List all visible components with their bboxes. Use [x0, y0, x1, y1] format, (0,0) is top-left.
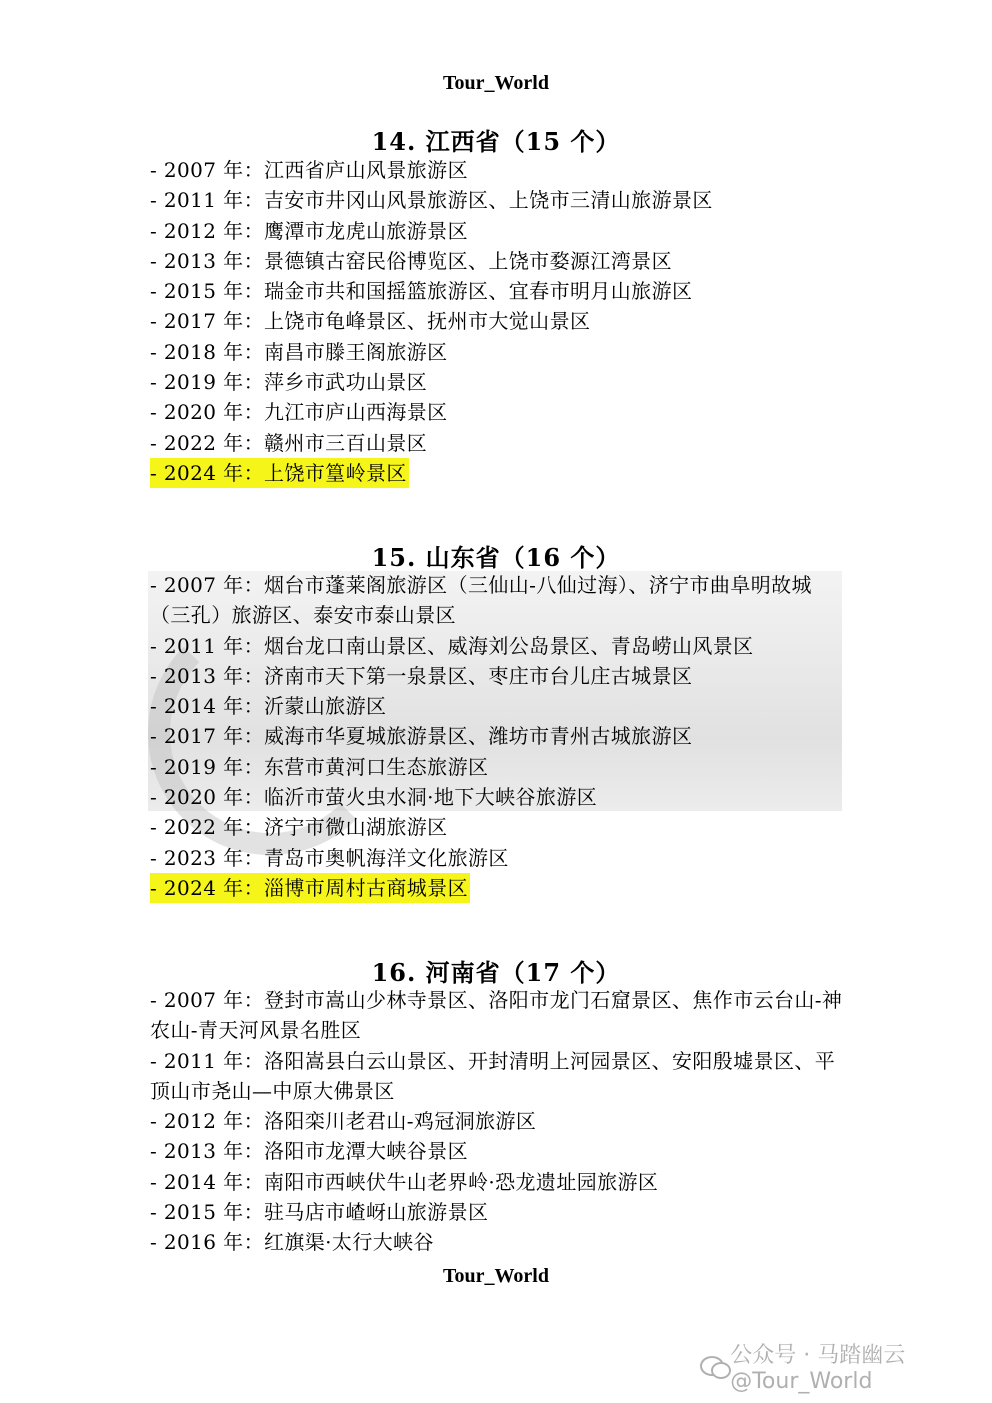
section-title-shandong: 15. 山东省（16 个） — [371, 543, 621, 572]
list-item: - 2013 年：景德镇古窑民俗博览区、上饶市婺源江湾景区 — [150, 248, 672, 273]
highlighted-list-item — [150, 873, 850, 903]
list-item: - 2007 年：烟台市蓬莱阁旅游区（三仙山-八仙过海）、济宁市曲阜明故城（三孔）旅游区、泰安市泰山景区 — [150, 573, 812, 628]
list-item: - 2017 年：威海市华夏城旅游景区、潍坊市青州古城旅游区 — [150, 724, 693, 749]
list-item: - 2014 年：南阳市西峡伏牛山老界岭·恐龙遗址园旅游区 — [150, 1169, 659, 1194]
highlighted-list-item — [150, 458, 850, 488]
list-item: - 2012 年：鹰潭市龙虎山旅游景区 — [150, 218, 468, 243]
list-item: - 2011 年：烟台龙口南山景区、威海刘公岛景区、青岛崂山风景区 — [150, 633, 754, 658]
list-item: - 2011 年：吉安市井冈山风景旅游区、上饶市三清山旅游景区 — [150, 188, 713, 213]
list-item: - 2017 年：上饶市龟峰景区、抚州市大觉山景区 — [150, 309, 591, 334]
highlight-text: - 2024 年：上饶市篁岭景区 — [150, 458, 409, 488]
list-item: - 2007 年：登封市嵩山少林寺景区、洛阳市龙门石窟景区、焦作市云台山-神农山-青天河风景名胜区 — [150, 988, 843, 1043]
list-item: - 2019 年：萍乡市武功山景区 — [150, 370, 428, 395]
section-title-jiangxi: 14. 江西省（15 个） — [371, 127, 621, 156]
list-item: - 2022 年：赣州市三百山景区 — [150, 430, 428, 455]
list-item: - 2020 年：临沂市萤火虫水洞·地下大峡谷旅游区 — [150, 785, 598, 810]
list-item: - 2016 年：红旗渠·太行大峡谷 — [150, 1230, 434, 1255]
jiangxi-list — [150, 155, 850, 488]
list-item: - 2013 年：洛阳市龙潭大峡谷景区 — [150, 1139, 468, 1164]
watermark — [700, 1343, 992, 1394]
watermark-text: 公众号 · 马踏幽云 @Tour_World — [730, 1343, 906, 1394]
list-item: - 2013 年：济南市天下第一泉景区、枣庄市台儿庄古城景区 — [150, 663, 693, 688]
highlight-text: - 2024 年：淄博市周村古商城景区 — [150, 873, 470, 903]
shandong-list — [150, 570, 850, 903]
section-title-henan: 16. 河南省（17 个） — [371, 958, 621, 987]
list-item: - 2015 年：瑞金市共和国摇篮旅游区、宜春市明月山旅游区 — [150, 279, 693, 304]
wechat-icon — [700, 1354, 724, 1378]
henan-list — [150, 985, 850, 1258]
list-item: - 2014 年：沂蒙山旅游区 — [150, 694, 387, 719]
list-item: - 2012 年：洛阳栾川老君山-鸡冠洞旅游区 — [150, 1109, 537, 1134]
list-item: - 2022 年：济宁市微山湖旅游区 — [150, 815, 448, 840]
list-item: - 2011 年：洛阳嵩县白云山景区、开封清明上河园景区、安阳殷墟景区、平顶山市尧山—中原大佛景区 — [150, 1048, 836, 1103]
page-footer: Tour_World — [443, 1265, 549, 1287]
list-item: - 2019 年：东营市黄河口生态旅游区 — [150, 754, 489, 779]
list-item: - 2020 年：九江市庐山西海景区 — [150, 400, 448, 425]
list-item: - 2023 年：青岛市奥帆海洋文化旅游区 — [150, 845, 509, 870]
page-header: Tour_World — [443, 72, 549, 94]
list-item: - 2007 年：江西省庐山风景旅游区 — [150, 158, 468, 182]
list-item: - 2018 年：南昌市滕王阁旅游区 — [150, 339, 448, 364]
list-item: - 2015 年：驻马店市嵖岈山旅游景区 — [150, 1200, 489, 1225]
